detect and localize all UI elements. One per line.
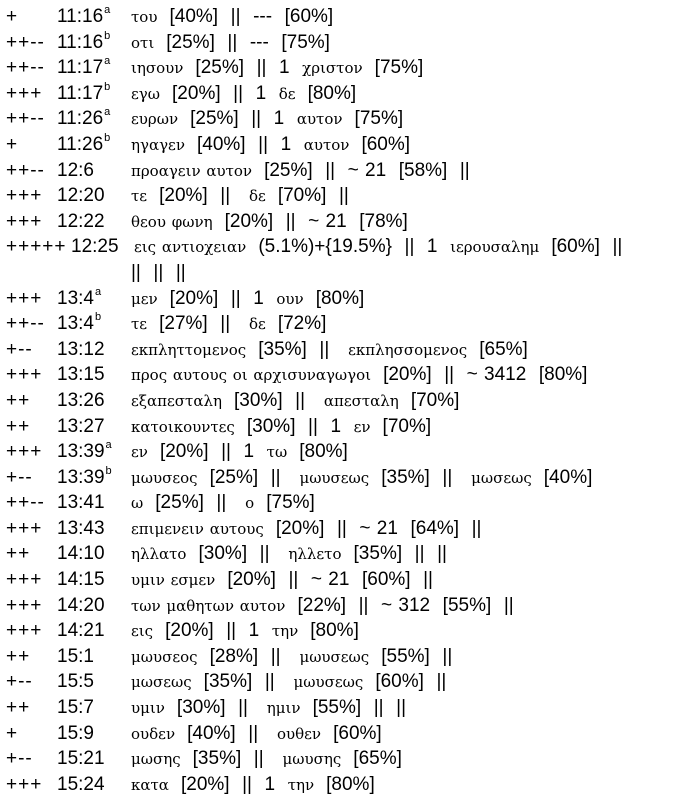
verse-number: 15:5: [57, 671, 94, 693]
reading-stats: [30%] ||: [170, 697, 267, 719]
variant-readings: [131, 106, 409, 133]
variant-readings: [134, 234, 629, 261]
rating-marker: +--: [6, 748, 33, 770]
verse-reference: [57, 516, 105, 542]
rating-marker: ++: [6, 415, 31, 437]
reading-stats: [70%]: [404, 389, 466, 411]
verse-reference: [57, 81, 110, 107]
variant-row: [0, 311, 687, 337]
verse-reference: [57, 183, 105, 209]
variant-row: [0, 132, 687, 158]
verse-number: 11:17: [57, 82, 104, 104]
reading-stats: [75%]: [259, 492, 322, 514]
reading-stats: [22%] || ~ 312 [55%] ||: [291, 594, 520, 616]
variant-row: [0, 516, 687, 542]
verse-reference: [57, 669, 94, 695]
rating-marker: ++: [6, 645, 31, 667]
greek-reading: μεν: [131, 289, 164, 308]
rating-marker: +++: [6, 82, 43, 104]
greek-reading: ουθεν: [276, 724, 327, 743]
verse-subscript: b: [94, 311, 102, 324]
rating-marker: +++: [6, 569, 43, 591]
rating-marker: ++--: [6, 31, 45, 53]
verse-reference: [57, 439, 112, 465]
verse-number: 15:9: [57, 722, 94, 744]
reading-stats: [30%] || 1: [240, 415, 354, 437]
verse-reference: [57, 593, 105, 619]
variant-row: [0, 695, 687, 721]
verse-number: 15:7: [57, 697, 94, 719]
verse-number: 11:16: [57, 31, 104, 53]
greek-reading: μωσης: [131, 750, 187, 769]
variant-row: [0, 337, 687, 363]
verse-reference: [57, 337, 105, 363]
variant-readings: [131, 81, 362, 108]
reading-stats: [80%]: [309, 287, 371, 309]
greek-reading: επιμενειν αυτους: [131, 519, 270, 538]
greek-reading: μωυσεως: [299, 647, 375, 666]
verse-number: 15:1: [57, 645, 94, 667]
variant-readings: [131, 567, 439, 594]
rating-marker: ++--: [6, 108, 45, 130]
greek-reading: εις: [131, 622, 159, 641]
variant-readings: [131, 618, 365, 645]
greek-reading: την: [287, 775, 320, 794]
variant-readings: [131, 721, 388, 748]
variant-row-continuation: [0, 260, 687, 286]
verse-reference: [57, 4, 110, 30]
verse-reference: [57, 106, 110, 132]
verse-number: 13:39: [57, 441, 105, 463]
reading-stats: [80%]: [292, 441, 355, 463]
rating-marker: ++--: [6, 57, 45, 79]
verse-number: 15:24: [57, 773, 105, 795]
verse-number: 12:25: [71, 236, 119, 258]
rating-marker: ++--: [6, 159, 45, 181]
rating-marker: +--: [6, 338, 33, 360]
reading-stats: [55%] || ||: [306, 697, 413, 719]
reading-stats: [65%]: [347, 748, 409, 770]
rating-marker: +++: [6, 441, 43, 463]
reading-stats: [20%] || ~ 3412 [80%]: [376, 364, 594, 386]
reading-stats: [60%]: [355, 133, 417, 155]
verse-reference: [57, 721, 94, 747]
variant-row: [0, 286, 687, 312]
greek-reading: εν: [131, 443, 154, 462]
variant-readings: [131, 337, 534, 364]
reading-stats: [20%] || 1: [153, 441, 267, 463]
variant-row: [0, 618, 687, 644]
greek-reading: τω: [266, 443, 293, 462]
rating-marker: +: [6, 722, 19, 744]
rating-marker: +++: [6, 594, 43, 616]
greek-reading: δε: [248, 187, 272, 206]
verse-reference: [57, 388, 105, 414]
variant-row: [0, 30, 687, 56]
reading-stats: [20%] || ~ 21 [64%] ||: [269, 517, 488, 539]
reading-stats: [55%] ||: [374, 645, 459, 667]
greek-reading: ιερουσαλημ: [450, 238, 546, 257]
rating-marker: ++--: [6, 313, 45, 335]
verse-reference: [57, 414, 105, 440]
variant-row: [0, 567, 687, 593]
greek-reading: εις αντιοχειαν: [134, 238, 253, 257]
reading-stats: [80%]: [301, 82, 363, 104]
reading-stats: [70%]: [376, 415, 438, 437]
greek-reading: ευρων: [131, 110, 184, 129]
reading-stats: [20%] ||: [152, 185, 249, 207]
rating-marker: +++: [6, 620, 43, 642]
verse-reference: [57, 286, 101, 312]
reading-stats: [35%] ||: [186, 748, 283, 770]
greek-reading: οτι: [131, 33, 160, 52]
variant-row: [0, 414, 687, 440]
variant-readings: [131, 414, 437, 441]
verse-reference: [57, 618, 105, 644]
verse-reference: [57, 311, 101, 337]
greek-reading: δε: [248, 315, 272, 334]
reading-stats: [30%] ||: [192, 543, 289, 565]
reading-stats: [40%] || --- [60%]: [163, 6, 340, 27]
verse-number: 13:4: [57, 313, 94, 335]
reading-stats: [40%] ||: [180, 722, 277, 744]
variant-row: [0, 439, 687, 465]
reading-stats: [60%] ||: [369, 671, 453, 693]
greek-reading: απεσταλη: [323, 391, 405, 410]
rating-marker: +: [6, 6, 19, 27]
greek-reading: εξαπεσταλη: [131, 391, 228, 410]
variant-readings: [131, 30, 336, 57]
variant-row: [0, 593, 687, 619]
variant-row: [0, 465, 687, 491]
variant-readings: [131, 388, 466, 415]
variant-readings: [131, 490, 321, 517]
variant-readings: [131, 593, 520, 620]
greek-reading: εκπλησσομενος: [348, 340, 473, 359]
greek-reading: υμιν: [131, 699, 171, 718]
verse-subscript: a: [104, 55, 111, 68]
reading-stats: (5.1%)+{19.5%} || 1: [252, 236, 451, 258]
verse-subscript: b: [105, 464, 112, 477]
greek-reading: τε: [131, 187, 153, 206]
variant-row: [0, 55, 687, 81]
reading-stats: || || ||: [131, 261, 186, 283]
greek-reading: των μαθητων αυτον: [131, 596, 292, 615]
greek-reading: ω: [131, 494, 149, 513]
greek-reading: χριστον: [302, 59, 369, 78]
verse-reference: [57, 55, 110, 81]
greek-reading: θεου φωνη: [131, 212, 219, 231]
variant-row: [0, 721, 687, 747]
reading-stats: [25%] ||: [149, 492, 246, 514]
variant-readings: [131, 286, 371, 313]
reading-stats: [20%] || ~ 21 [78%]: [218, 210, 415, 232]
verse-number: 14:10: [57, 543, 105, 565]
reading-stats: [20%] || 1: [163, 287, 277, 309]
greek-reading: εν: [353, 417, 377, 436]
variant-row: [0, 81, 687, 107]
variant-row: [0, 669, 687, 695]
rating-marker: +--: [6, 671, 33, 693]
greek-reading: προαγειν αυτον: [131, 161, 258, 180]
reading-stats: [60%]: [326, 722, 388, 744]
variant-row: [0, 158, 687, 184]
variant-row: [0, 746, 687, 772]
variant-readings: [131, 669, 453, 696]
reading-stats: [25%] || 1: [189, 57, 303, 79]
rating-marker: ++: [6, 697, 31, 719]
greek-reading: δε: [278, 84, 302, 103]
rating-marker: +++: [6, 210, 43, 232]
verse-reference: [57, 132, 110, 158]
greek-reading: ουν: [276, 289, 310, 308]
greek-reading: μωυσεως: [293, 673, 370, 692]
greek-reading: ηγαγεν: [131, 135, 191, 154]
variant-row: [0, 388, 687, 414]
greek-reading: εκπληττομενος: [131, 340, 252, 359]
variant-readings: [131, 439, 354, 466]
variant-readings: [131, 516, 488, 543]
reading-stats: [28%] ||: [203, 645, 300, 667]
verse-number: 13:4: [57, 287, 94, 309]
rating-marker: +--: [6, 466, 33, 488]
reading-stats: [20%] || 1: [174, 773, 288, 795]
verse-reference: [57, 746, 105, 772]
verse-reference: [57, 465, 112, 491]
verse-subscript: b: [104, 131, 111, 144]
variant-row: [0, 4, 687, 30]
verse-reference: [57, 695, 94, 721]
verse-reference: [57, 209, 105, 235]
greek-reading: μωυσεος: [131, 468, 204, 487]
verse-reference: [57, 30, 110, 56]
verse-number: 14:21: [57, 620, 105, 642]
greek-reading: του: [131, 8, 164, 26]
greek-reading: εγω: [131, 84, 166, 103]
verse-subscript: a: [105, 439, 112, 452]
greek-reading: ημιν: [266, 699, 307, 718]
verse-number: 13:43: [57, 517, 105, 539]
verse-reference: [57, 567, 105, 593]
reading-stats: [65%]: [472, 338, 535, 360]
variant-readings: [131, 465, 599, 492]
greek-reading: ουδεν: [131, 724, 181, 743]
verse-number: 15:21: [57, 748, 105, 770]
reading-stats: [72%]: [271, 313, 333, 335]
rating-marker: +++++: [6, 236, 67, 258]
greek-reading: μωυσεως: [299, 468, 375, 487]
verse-number: 12:20: [57, 185, 105, 207]
reading-stats: [35%] || ||: [347, 543, 454, 565]
variant-row: [0, 541, 687, 567]
variant-readings: [131, 209, 414, 236]
variant-readings: [131, 183, 355, 210]
greek-reading: μωσεως: [131, 673, 198, 692]
reading-stats: [80%]: [319, 773, 382, 795]
verse-reference: [57, 772, 105, 798]
rating-marker: ++--: [6, 492, 45, 514]
rating-marker: +: [6, 133, 19, 155]
verse-number: 12:6: [57, 159, 94, 181]
reading-stats: [60%] ||: [545, 236, 629, 258]
reading-stats: [35%] ||: [374, 466, 472, 488]
variant-readings: [131, 695, 412, 722]
verse-reference: [57, 362, 105, 388]
verse-subscript: a: [104, 106, 111, 119]
variant-row: [0, 772, 687, 798]
variant-row: [0, 209, 687, 235]
reading-stats: [40%]: [537, 466, 599, 488]
verse-number: 13:27: [57, 415, 105, 437]
reading-stats: [27%] ||: [152, 313, 249, 335]
verse-number: 13:39: [57, 466, 105, 488]
verse-number: 14:20: [57, 594, 105, 616]
greek-reading: προς αυτους οι αρχισυναγωγοι: [131, 366, 377, 385]
variant-readings: [131, 746, 408, 773]
variant-readings: [131, 158, 476, 185]
reading-stats: [25%] || 1: [183, 108, 297, 130]
greek-reading: κατα: [131, 775, 175, 794]
variant-readings: [131, 772, 381, 798]
greek-reading: μωσεως: [471, 468, 538, 487]
greek-reading: μωυσεος: [131, 647, 204, 666]
variant-row: [0, 490, 687, 516]
variant-readings: [131, 55, 430, 82]
greek-reading: τε: [131, 315, 153, 334]
rating-marker: +++: [6, 364, 43, 386]
greek-reading: ιησουν: [131, 59, 190, 78]
reading-stats: [80%]: [303, 620, 366, 642]
variant-readings: [131, 362, 594, 389]
greek-reading: την: [271, 622, 304, 641]
verse-subscript: b: [104, 29, 111, 42]
variant-row: [0, 362, 687, 388]
reading-stats: [20%] || ~ 21 [60%] ||: [221, 569, 440, 591]
variant-row: [0, 644, 687, 670]
variant-readings: [131, 132, 416, 159]
reading-stats: [35%] ||: [197, 671, 294, 693]
reading-stats: [70%] ||: [271, 185, 356, 207]
reading-stats: [75%]: [368, 57, 430, 79]
rating-marker: +++: [6, 773, 43, 795]
verse-number: 11:16: [57, 6, 104, 27]
variant-readings: [131, 4, 339, 31]
verse-reference: [57, 541, 105, 567]
variant-readings: [131, 541, 453, 568]
greek-reading: αυτον: [303, 135, 356, 154]
variant-row: [0, 106, 687, 132]
verse-reference: [57, 158, 94, 184]
verse-number: 13:12: [57, 338, 105, 360]
variant-readings: [131, 311, 333, 338]
verse-reference: [57, 644, 94, 670]
reading-stats: [25%] || --- [75%]: [159, 31, 337, 53]
verse-subscript: b: [104, 80, 111, 93]
reading-stats: [25%] ||: [203, 466, 300, 488]
greek-reading: μωυσης: [282, 750, 348, 769]
reading-stats: [30%] ||: [227, 389, 324, 411]
rating-marker: +++: [6, 185, 43, 207]
greek-reading: ηλλετο: [288, 545, 348, 564]
verse-number: 13:41: [57, 492, 105, 514]
verse-number: 13:15: [57, 364, 105, 386]
reading-stats: [35%] ||: [251, 338, 349, 360]
greek-reading: ο: [245, 494, 260, 513]
variant-row: [0, 183, 687, 209]
verse-number: 11:26: [57, 133, 104, 155]
greek-reading: κατοικουντες: [131, 417, 241, 436]
rating-marker: +++: [6, 517, 43, 539]
greek-reading: ηλλατο: [131, 545, 193, 564]
reading-stats: [75%]: [348, 108, 410, 130]
reading-stats: [20%] || 1: [165, 82, 279, 104]
greek-reading: υμιν εσμεν: [131, 571, 222, 590]
variant-readings: [131, 644, 459, 671]
variant-row: [0, 234, 687, 260]
verse-number: 11:17: [57, 57, 104, 79]
verse-reference: [71, 234, 119, 260]
verse-number: 11:26: [57, 108, 104, 130]
verse-number: 14:15: [57, 569, 105, 591]
reading-stats: [40%] || 1: [190, 133, 304, 155]
rating-marker: +++: [6, 287, 43, 309]
greek-reading: αυτον: [296, 110, 349, 129]
verse-subscript: a: [104, 4, 111, 16]
verse-number: 12:22: [57, 210, 105, 232]
rating-marker: ++: [6, 389, 31, 411]
verse-reference: [57, 490, 105, 516]
verse-subscript: a: [94, 285, 102, 298]
reading-stats: [25%] || ~ 21 [58%] ||: [257, 159, 477, 181]
rating-marker: ++: [6, 543, 31, 565]
reading-stats: [20%] || 1: [158, 620, 272, 642]
verse-number: 13:26: [57, 389, 105, 411]
